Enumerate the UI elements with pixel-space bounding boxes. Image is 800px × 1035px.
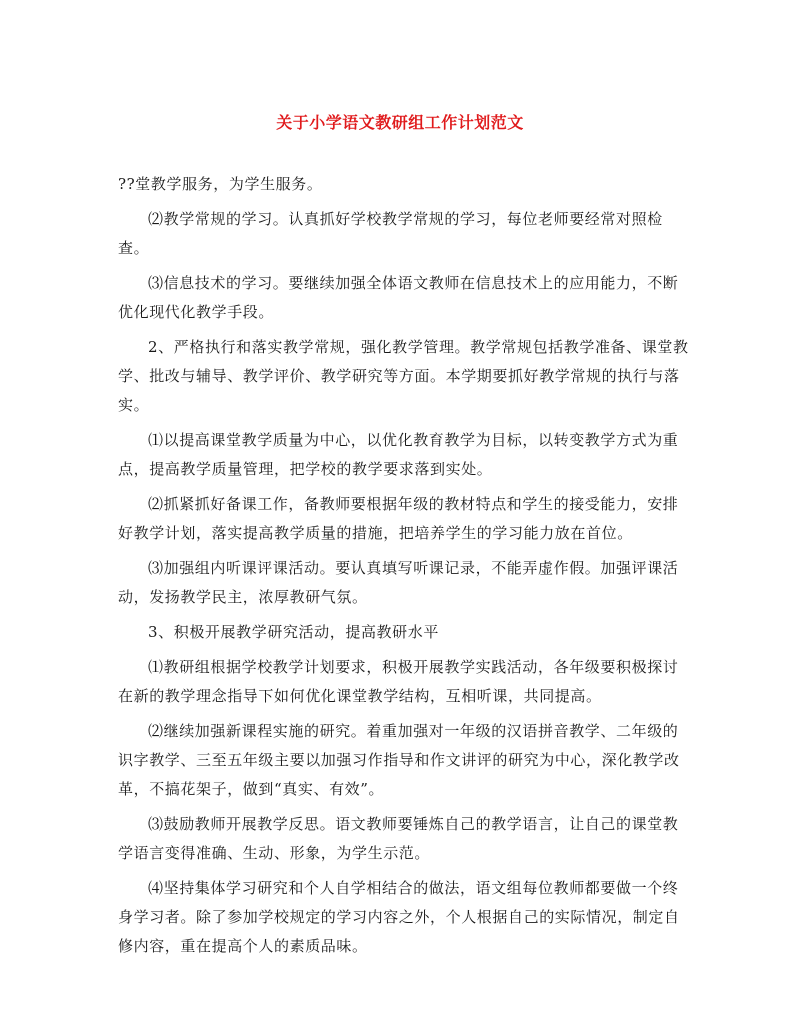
paragraph-8: 3、积极开展教学研究活动，提高教研水平 (148, 623, 439, 641)
paragraph-12: ⑷坚持集体学习研究和个人自学相结合的做法，语文组每位教师都要做一个终身学习者。除了参加学校规定的学习内容之外，个人根据自己的实际情况，制定自修内容，重在提高个人的素质品味。 (118, 879, 680, 955)
paragraph-5: ⑴以提高课堂教学质量为中心，以优化教育教学为目标，以转变教学方式为重点，提高教学质量管理，把学校的教学要求落到实处。 (118, 431, 679, 478)
paragraph-4: 2、严格执行和落实教学常规，强化教学管理。教学常规包括教学准备、课堂教学、批改与辅导、教学评价、教学研究等方面。本学期要抓好教学常规的执行与落实。 (118, 338, 689, 414)
paragraph-7: ⑶加强组内听课评课活动。要认真填写听课记录，不能弄虚作假。加强评课活动，发扬教学民主，浓厚教研气氛。 (118, 559, 679, 606)
page-title: 关于小学语文教研组工作计划范文 (276, 113, 524, 132)
paragraph-10: ⑵继续加强新课程实施的研究。着重加强对一年级的汉语拼音教学、二年级的识字教学、三至五年级主要以加强习作指导和作文讲评的研究为中心，深化教学改革，不搞花架子，做到“真实、有效”。 (118, 722, 680, 798)
paragraph-3: ⑶信息技术的学习。要继续加强全体语文教师在信息技术上的应用能力，不断优化现代化教学手段。 (118, 274, 679, 321)
paragraph-6: ⑵抓紧抓好备课工作，备教师要根据年级的教材特点和学生的接受能力，安排好教学计划，落实提高教学质量的措施，把培养学生的学习能力放在首位。 (118, 495, 679, 542)
paragraph-2: ⑵教学常规的学习。认真抓好学校教学常规的学习，每位老师要经常对照检查。 (118, 210, 663, 257)
paragraph-11: ⑶鼓励教师开展教学反思。语文教师要锤炼自己的教学语言，让自己的课堂教学语言变得准确、生动、形象，为学生示范。 (118, 815, 679, 862)
paragraph-9: ⑴教研组根据学校教学计划要求，积极开展教学实践活动，各年级要积极探讨在新的教学理念指导下如何优化课堂教学结构，互相听课，共同提高。 (118, 658, 679, 705)
document-body (118, 170, 692, 967)
paragraph-1: ??堂教学服务，为学生服务。 (118, 175, 323, 193)
